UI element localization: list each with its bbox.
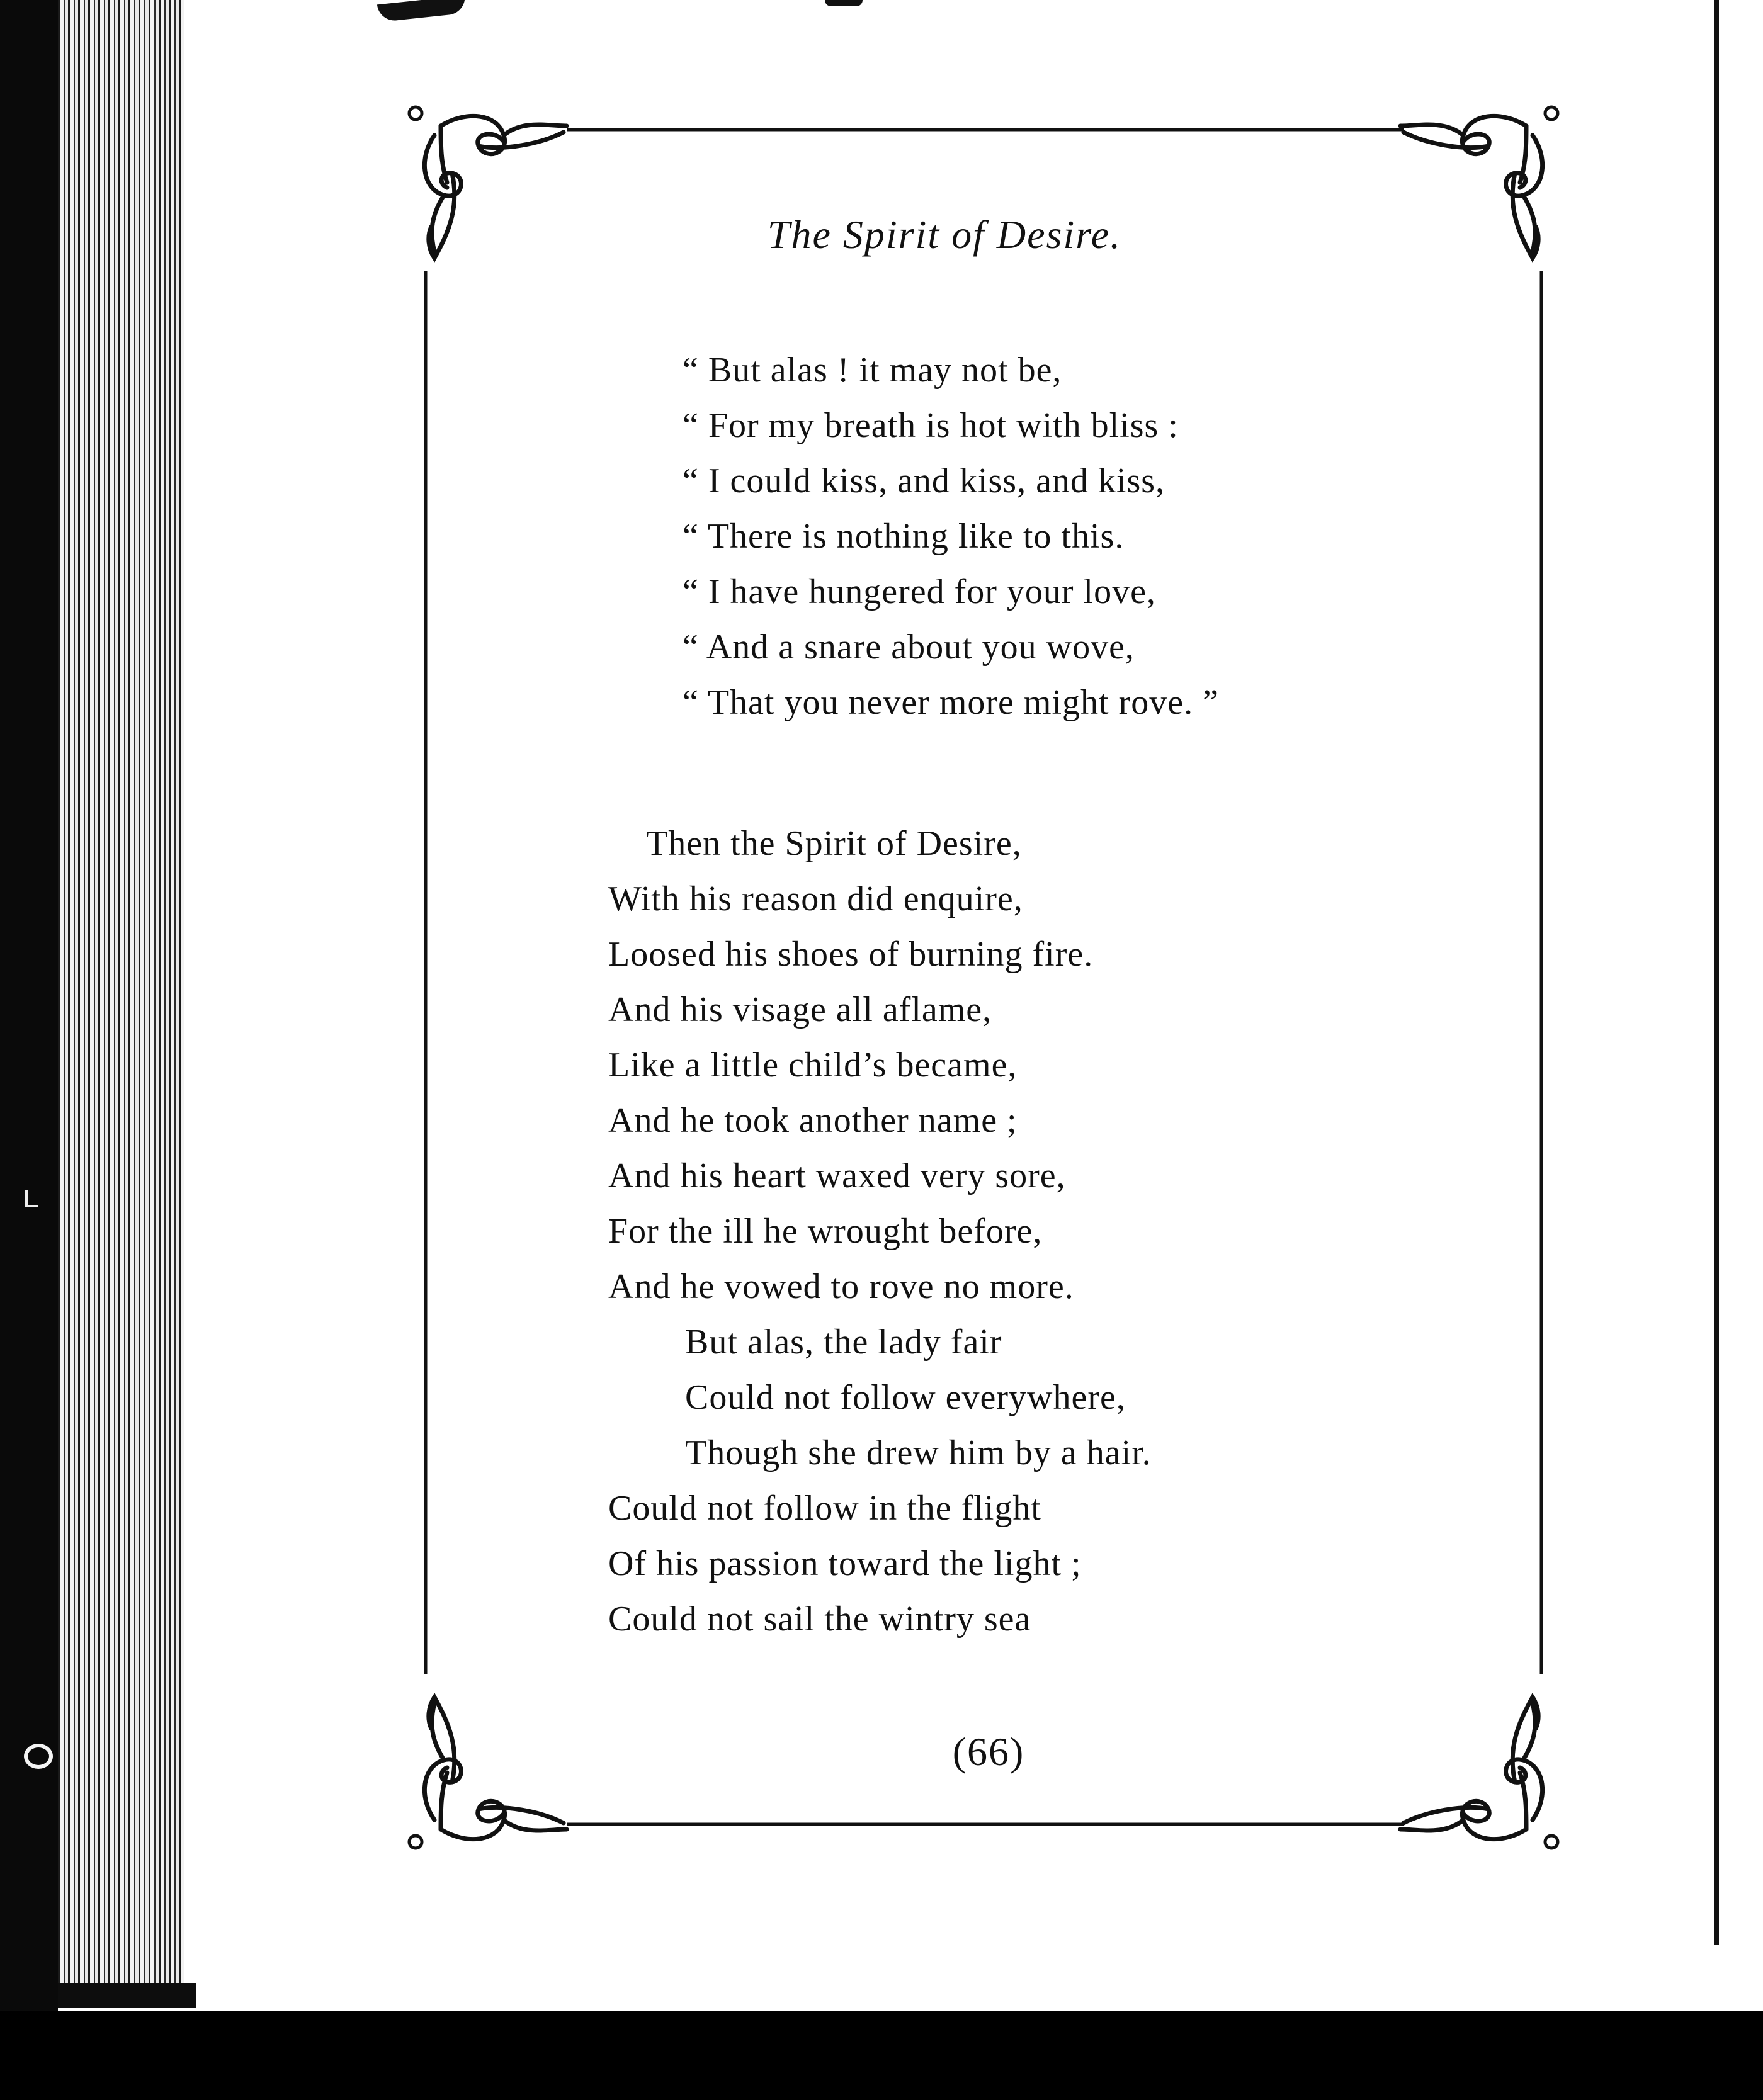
poem-line: And he vowed to rove no more. <box>608 1267 1074 1306</box>
scroll-corner-icon <box>409 107 567 258</box>
poem-line: Then the Spirit of Desire, <box>646 824 1022 863</box>
poem-line: With his reason did enquire, <box>608 879 1023 918</box>
poem-line: “ And a snare about you wove, <box>683 628 1135 667</box>
poem-line: Though she drew him by a hair. <box>685 1433 1152 1472</box>
page-number: (66) <box>952 1729 1025 1774</box>
poem-line: “ There is nothing like to this. <box>683 517 1125 556</box>
poem-line: “ I have hungered for your love, <box>683 572 1156 611</box>
poem-line: Could not follow everywhere, <box>685 1378 1126 1417</box>
poem-line: Loosed his shoes of burning fire. <box>608 935 1094 974</box>
corner-bottom-left <box>409 1697 567 1848</box>
poem-line: And his heart waxed very sore, <box>608 1156 1066 1195</box>
poem-line: “ But alas ! it may not be, <box>683 351 1062 390</box>
poem-line: Could not follow in the flight <box>608 1489 1041 1528</box>
poem-line: For the ill he wrought before, <box>608 1212 1043 1251</box>
poem-line: Could not sail the wintry sea <box>608 1600 1031 1639</box>
poem-line: “ I could kiss, and kiss, and kiss, <box>683 461 1165 500</box>
poem-line: And his visage all aflame, <box>608 990 992 1029</box>
poem-line: Of his passion toward the light ; <box>608 1544 1082 1583</box>
poem-line: And he took another name ; <box>608 1101 1018 1140</box>
page-title: The Spirit of Desire. <box>767 212 1122 257</box>
poem-line: “ For my breath is hot with bliss : <box>683 406 1179 445</box>
poem-line: Like a little child’s became, <box>608 1046 1018 1085</box>
corner-bottom-right <box>1400 1697 1558 1848</box>
corner-top-right <box>1400 107 1558 258</box>
poem-line: “ That you never more might rove. ” <box>683 683 1219 722</box>
poem-line: But alas, the lady fair <box>685 1323 1002 1362</box>
